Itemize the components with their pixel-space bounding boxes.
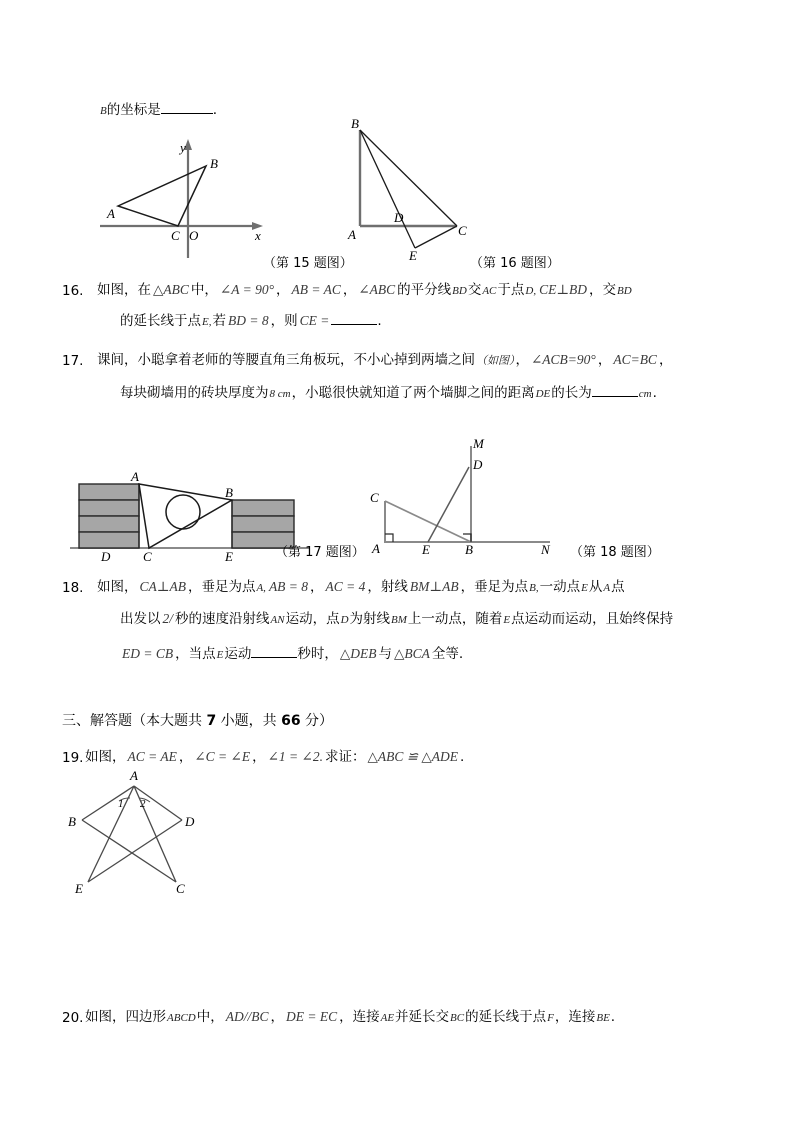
figure-17-label-e: E xyxy=(225,549,233,564)
section-3-title: 解答题 xyxy=(90,713,132,729)
q15-tail-line xyxy=(100,100,217,117)
q16-l1-text-2: 中， xyxy=(190,282,218,298)
q16-l1-math-small-11: AC xyxy=(482,285,497,297)
q20-l1-math-5: DE = EC xyxy=(285,1009,338,1024)
q16-line-2 xyxy=(120,311,382,328)
section-3-paren-open: （本大题共 xyxy=(132,713,207,729)
q16-l2-answer-blank[interactable] xyxy=(331,311,377,325)
q19-l1-math-7: △ABC ≌ △ADE xyxy=(367,749,459,764)
q18-l1-text-9: ，垂足为点 xyxy=(460,579,529,595)
q18-line-2 xyxy=(120,612,673,627)
q18-l1-text-0: 如图， xyxy=(97,579,138,595)
q18-l2-text-6: 为射线 xyxy=(349,611,391,627)
q15-answer-blank[interactable] xyxy=(161,100,213,114)
q18-l3-text-7: 与 xyxy=(378,645,392,662)
q17-l1-text-6: ， xyxy=(658,352,673,368)
q16-l1-math-small-16: BD xyxy=(617,285,632,297)
q17-line-1 xyxy=(97,353,672,368)
q18-l1-math-small-10: B, xyxy=(529,582,539,594)
q16-l1-math-5: AB = AC xyxy=(291,282,341,297)
q17-l2-math-small-6: cm xyxy=(638,387,652,400)
q17-l1-math-3: ∠ACB=90° xyxy=(531,352,596,367)
q17-l2-text-7: . xyxy=(652,384,657,401)
q18-l2-text-8: 上一动点，随着 xyxy=(407,611,503,627)
figure-15-caption: （第 15 题图） xyxy=(263,256,353,271)
q16-l2-text-2: 若 xyxy=(212,312,226,329)
figure-15 xyxy=(100,128,310,258)
q15-point-b-label: B xyxy=(100,104,107,117)
q18-l3-text-5: 秒时， xyxy=(297,645,338,662)
q19-l1-math-3: ∠C = ∠E xyxy=(194,749,251,764)
figure-17 xyxy=(70,455,310,565)
q16-line-1 xyxy=(97,283,633,298)
q18-line-1 xyxy=(97,580,625,595)
q16-l1-text-8: 的平分线 xyxy=(397,282,452,298)
figure-18 xyxy=(370,436,568,563)
figure-19-label-c: C xyxy=(176,881,185,896)
figure-19-label-angle-2: 2 xyxy=(140,798,146,810)
q16-l1-math-7: ∠ABC xyxy=(358,282,396,297)
segment-ce-16 xyxy=(415,226,457,248)
q18-l2-math-1: 2/ xyxy=(162,611,174,626)
q16-number: 16. xyxy=(62,283,84,299)
q16-l2-text-0: 的延长线于点 xyxy=(120,312,201,329)
q17-l2-math-small-1: 8 cm xyxy=(269,387,291,400)
q17-l2-text-4: 的长为 xyxy=(551,384,592,401)
q16-l2-text-7: . xyxy=(377,312,382,329)
q16-l2-math-3: BD = 8 xyxy=(227,312,269,328)
figure-19-label-b: B xyxy=(68,814,76,829)
figure-16-label-a: A xyxy=(348,227,356,242)
q17-l2-math-small-3: DE xyxy=(535,387,551,400)
q16-l1-text-4: ， xyxy=(275,282,290,298)
section-3-paren-close: 分） xyxy=(300,713,334,729)
figure-16-label-d: D xyxy=(394,210,404,225)
q18-l3-math-small-2: E xyxy=(216,648,224,661)
figure-18-label-n: N xyxy=(541,542,550,557)
figure-15-label-b: B xyxy=(210,156,218,171)
q20-number: 20. xyxy=(62,1010,84,1026)
section-3-mid: 小题，共 xyxy=(216,713,282,729)
triangle-hole-circle xyxy=(166,495,200,529)
figure-19-label-a: A xyxy=(130,768,138,783)
q18-l1-text-13: 从 xyxy=(588,579,603,595)
segment-be-16 xyxy=(360,130,415,248)
q17-l1-math-small-1: （如图） xyxy=(476,355,515,367)
q18-l1-math-small-3: A, xyxy=(256,582,266,594)
figure-16-label-e: E xyxy=(409,248,417,263)
figure-19-label-e: E xyxy=(75,881,83,896)
q20-l1-text-0: 如图，四边形 xyxy=(85,1009,166,1025)
figure-19-label-angle-1: 1 xyxy=(118,798,124,810)
q20-l1-text-12: ，连接 xyxy=(554,1009,596,1025)
figure-17-label-d: D xyxy=(101,549,111,564)
q16-l1-math-small-13: D, xyxy=(525,285,537,297)
q18-l1-math-small-12: E xyxy=(581,582,588,594)
figure-18-label-d: D xyxy=(473,457,483,472)
q18-l1-math-6: AC = 4 xyxy=(325,579,366,594)
q15-period: . xyxy=(212,101,218,118)
figure-18-caption: （第 18 题图） xyxy=(570,545,660,560)
q18-l3-math-8: △BCA xyxy=(393,645,430,661)
triangle-abc-17 xyxy=(139,484,232,548)
q18-l1-text-11: 一动点 xyxy=(539,579,581,595)
figure-19-label-d: D xyxy=(185,814,195,829)
q18-l1-math-small-14: A xyxy=(603,582,611,594)
q16-l1-math-1: △ABC xyxy=(153,282,189,297)
q20-line-1 xyxy=(85,1010,615,1025)
q19-l1-math-5: ∠1 = ∠2. xyxy=(267,749,323,764)
q18-l1-math-1: CA⊥AB xyxy=(139,579,186,594)
q18-l1-text-7: ，射线 xyxy=(367,579,408,595)
segment-bc-16 xyxy=(360,130,457,226)
figure-18-label-m: M xyxy=(473,436,484,451)
q17-l1-text-0: 课间，小聪拿着老师的等腰直角三角板玩，不小心掉到两墙之间 xyxy=(97,352,475,368)
q20-l1-math-small-7: AE xyxy=(380,1012,395,1024)
q20-l1-text-10: 的延长线于点 xyxy=(465,1009,547,1025)
q16-l1-text-0: 如图，在 xyxy=(97,282,151,298)
q19-l1-text-8: . xyxy=(460,749,465,765)
q17-line-2 xyxy=(120,383,657,400)
figure-17-label-a: A xyxy=(131,469,139,484)
q18-l2-text-10: 点运动而运动，且始终保持 xyxy=(511,611,674,627)
figure-15-label-a: A xyxy=(107,206,115,221)
q16-l1-text-10: 交 xyxy=(467,282,482,298)
q16-l1-math-3: ∠A = 90° xyxy=(219,282,274,297)
q16-l2-text-4: ，则 xyxy=(270,312,298,329)
q19-number: 19. xyxy=(62,750,84,766)
figure-19 xyxy=(66,770,276,900)
q18-l2-math-small-7: BM xyxy=(391,614,407,626)
q18-l1-text-2: ，垂足为点 xyxy=(187,579,256,595)
q19-l1-text-6: 求证： xyxy=(324,749,366,765)
q18-l3-text-3: 运动 xyxy=(224,645,252,662)
q17-number: 17. xyxy=(62,353,84,369)
q18-l1-text-15: 点 xyxy=(611,579,625,595)
q18-l2-text-2: 秒的速度沿射线 xyxy=(175,611,270,627)
triangle-abc-15 xyxy=(118,166,206,226)
q16-l1-text-6: ， xyxy=(342,282,357,298)
q17-l2-text-0: 每块砌墙用的砖块厚度为 xyxy=(120,384,269,401)
section-3-count: 7 xyxy=(206,713,217,729)
q20-l1-text-8: 并延长交 xyxy=(395,1009,450,1025)
q18-l2-text-0: 出发以 xyxy=(120,611,161,627)
q18-l1-math-8: BM⊥AB xyxy=(409,579,459,594)
figure-16-label-c: C xyxy=(458,223,467,238)
figure-18-label-e: E xyxy=(422,542,430,557)
figure-15-label-o: O xyxy=(189,228,199,243)
q18-l1-math-4: AB = 8 xyxy=(268,579,309,594)
q17-l2-text-2: ，小聪很快就知道了两个墙脚之间的距离 xyxy=(291,384,535,401)
figure-16 xyxy=(345,118,485,263)
segment-de-19 xyxy=(88,820,182,882)
q19-l1-math-1: AC = AE xyxy=(127,749,177,764)
q17-l1-text-4: ， xyxy=(597,352,612,368)
q20-l1-text-6: ，连接 xyxy=(339,1009,380,1025)
figure-17-label-b: B xyxy=(225,485,233,500)
q16-l1-math-small-9: BD xyxy=(452,285,467,297)
q18-l2-math-small-5: D xyxy=(340,614,349,626)
q20-l1-math-small-13: BE xyxy=(596,1012,610,1024)
section-3-prefix: 三、 xyxy=(62,713,90,729)
figure-17-label-c: C xyxy=(143,549,152,564)
q20-l1-math-small-11: F xyxy=(547,1012,554,1024)
q18-l1-text-5: ， xyxy=(310,579,324,595)
q18-number: 18. xyxy=(62,580,84,596)
q18-line-3 xyxy=(120,644,463,661)
q17-l2-answer-blank[interactable] xyxy=(592,383,638,397)
q20-l1-math-small-9: BC xyxy=(450,1012,465,1024)
q18-l2-math-small-3: AN xyxy=(270,614,285,626)
q20-l1-text-2: 中， xyxy=(196,1009,224,1025)
q18-l3-math-0: ED = CB xyxy=(122,645,174,661)
q18-l3-text-9: 全等. xyxy=(431,645,464,662)
q20-l1-text-14: . xyxy=(610,1009,616,1025)
q18-l2-text-4: 运动，点 xyxy=(285,611,340,627)
q16-l1-text-12: 于点 xyxy=(497,282,525,298)
q20-l1-text-4: ， xyxy=(270,1009,284,1025)
q18-l3-answer-blank[interactable] xyxy=(251,644,297,658)
q18-l3-math-6: △DEB xyxy=(339,645,377,661)
figure-15-label-x: x xyxy=(255,228,261,243)
q17-l1-text-2: ， xyxy=(515,352,529,368)
q20-l1-math-3: AD//BC xyxy=(225,1009,269,1024)
figure-16-caption: （第 16 题图） xyxy=(470,256,560,271)
q19-l1-text-0: 如图， xyxy=(85,749,126,765)
q16-l2-math-5: CE = xyxy=(299,312,330,328)
figure-18-label-a: A xyxy=(372,541,380,556)
figure-18-label-b: B xyxy=(465,542,473,557)
q17-l1-math-5: AC=BC xyxy=(613,352,657,367)
section-3-score: 66 xyxy=(281,713,301,729)
q19-line-1 xyxy=(85,750,464,765)
figure-17-caption: （第 17 题图） xyxy=(275,545,365,560)
q18-l3-text-1: ，当点 xyxy=(175,645,216,662)
q18-l2-math-small-9: E xyxy=(503,614,511,626)
figure-16-label-b: B xyxy=(351,116,359,131)
q16-l2-math-small-1: E, xyxy=(202,315,212,328)
figure-15-label-y: y xyxy=(180,140,186,155)
left-wall-bricks xyxy=(79,484,139,548)
q16-l1-math-14: CE⊥BD xyxy=(539,282,588,297)
q15-tail-text: 的坐标是 xyxy=(106,101,161,118)
q19-l1-text-2: ， xyxy=(178,749,193,765)
section-3-header xyxy=(62,710,333,730)
q16-l1-text-15: ，交 xyxy=(589,282,617,298)
figure-18-label-c: C xyxy=(370,490,379,505)
q19-l1-text-4: ， xyxy=(252,749,266,765)
figure-15-label-c: C xyxy=(171,228,180,243)
q20-l1-math-small-1: ABCD xyxy=(167,1012,196,1024)
